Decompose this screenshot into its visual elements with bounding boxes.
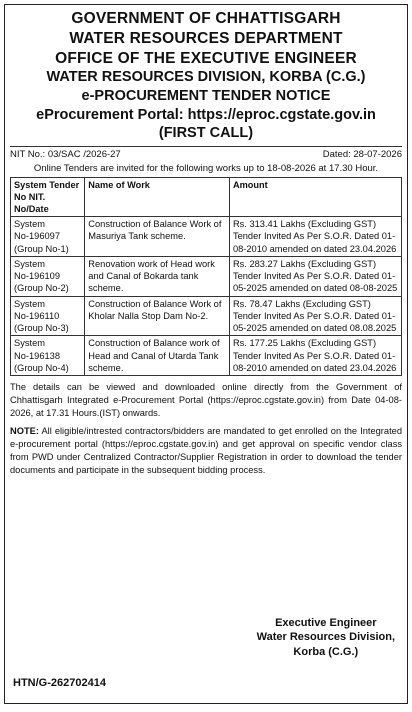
note-text: All eligible/intrested contractors/bidders are mandated to get enrolled on the Integrated e-procurement portal (https://eproc.cgstate.gov.in) and get approval on specific vendor class from PWD under Centralized Contractor/Supplier Registration in order to download the tender documents and participate in the subsequent bidding process.	[10, 426, 402, 476]
note-label: NOTE:	[10, 426, 39, 437]
note-paragraph	[10, 425, 402, 477]
system-cell: System No-196138 (Group No-4)	[11, 336, 85, 376]
work-cell: Construction of Balance Work of Kholar Nalla Stop Dam No-2.	[85, 296, 230, 336]
column-header-system: System Tender No NIT. No/Date	[11, 177, 85, 216]
table-row	[11, 256, 402, 296]
table-row	[11, 336, 402, 376]
system-cell: System No-196110 (Group No-3)	[11, 296, 85, 336]
tender-notice	[4, 4, 408, 704]
nit-number: NIT No.: 03/SAC /2026-27	[10, 148, 121, 160]
amount-cell: Rs. 313.41 Lakhs (Excluding GST) Tender Invited As Per S.O.R. Dated 01-08-2010 amended on dated 23.04.2026	[229, 217, 401, 257]
division-title: WATER RESOURCES DIVISION, KORBA (C.G.)	[46, 69, 366, 86]
amount-cell: Rs. 78.47 Lakhs (Excluding GST) Tender Invited As Per S.O.R. Dated 01-05-2025 amended on dated 08.08.2025	[229, 296, 401, 336]
work-cell: Construction of Balance Work of Masuriya Tank scheme.	[85, 217, 230, 257]
work-cell: Renovation work of Head work and Canal of Bokarda tank scheme.	[85, 256, 230, 296]
nit-date: Dated: 28-07-2026	[322, 148, 402, 160]
table-row	[11, 217, 402, 257]
system-cell: System No-196097 (Group No-1)	[11, 217, 85, 257]
table-row	[11, 296, 402, 336]
signature-block	[257, 616, 395, 659]
intro-text: Online Tenders are invited for the following works up to 18-08-2026 at 17.30 Hour.	[33, 162, 379, 174]
notice-title: e-PROCUREMENT TENDER NOTICE	[81, 88, 331, 105]
column-header-amount: Amount	[229, 177, 401, 216]
government-title: GOVERNMENT OF CHHATTISGARH	[71, 10, 341, 27]
signature-division: Water Resources Division,	[256, 631, 395, 644]
details-paragraph: The details can be viewed and downloaded online directly from the Government of Chhattisgarh Integrated e-Procurement Portal (https://eproc.cgstate.gov.in) from Date 04-08-2026, at 17.31 Hours.(IST) onwards.	[10, 382, 402, 419]
works-table	[10, 177, 402, 377]
signature-designation: Executive Engineer	[275, 617, 377, 630]
notice-header	[10, 9, 402, 143]
amount-cell: Rs. 177.25 Lakhs (Excluding GST) Tender Invited As Per S.O.R. Dated 01-08-2010 amended on dated 23.04.2026	[229, 336, 401, 376]
signature-location: Korba (C.G.)	[293, 645, 359, 658]
call-label: (FIRST CALL)	[158, 125, 254, 142]
system-cell: System No-196109 (Group No-2)	[11, 256, 85, 296]
office-title: OFFICE OF THE EXECUTIVE ENGINEER	[55, 49, 357, 67]
column-header-work: Name of Work	[85, 177, 230, 216]
nit-row	[10, 146, 402, 160]
department-title: WATER RESOURCES DEPARTMENT	[69, 29, 343, 47]
work-cell: Construction of Balance work of Head and Canal of Utarda Tank scheme.	[85, 336, 230, 376]
amount-cell: Rs. 283.27 Lakhs (Excluding GST) Tender Invited As Per S.O.R. Dated 01-05-2025 amended on dated 08-08-2025	[229, 256, 401, 296]
portal-line: eProcurement Portal: https://eproc.cgstate.gov.in	[36, 106, 376, 123]
table-header-row	[11, 177, 402, 216]
reference-number: HTN/G-262702414	[13, 677, 106, 689]
